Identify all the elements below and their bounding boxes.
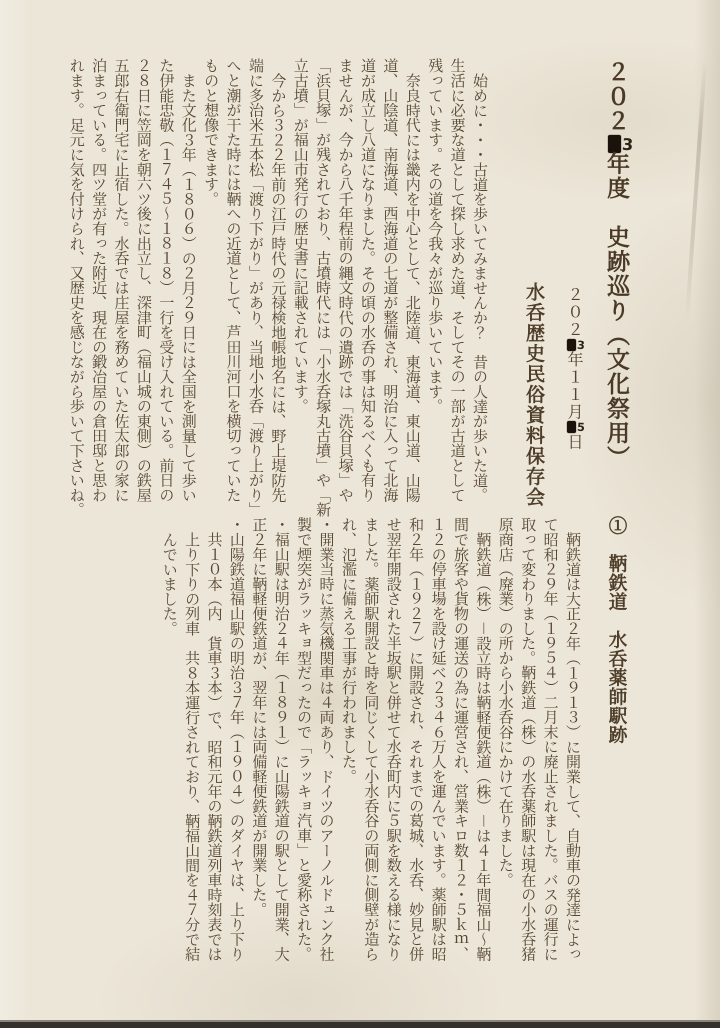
date-day-correction [567,421,587,433]
section1-line: ・福山駅は明治２４年（１８９１）に山陽鉄道の駅として開業、大 [272,517,289,962]
intro-line: 泊まっている。四ツ堂が有った附近、現在の鍛冶屋の倉田邸と思わ [90,58,107,503]
intro-line: 奈良時代には畿内を中心として、北陸道、東海道、東山道、山陽 [403,73,420,503]
intro-line: 始めに・・・古道を歩いてみませんか？ 昔の人達が歩いた道。 [471,73,487,503]
intro-text-block [60,58,490,516]
section1-line: て昭和２９年（１９５４）二月末に廃止されました。バスの運行に [541,517,558,962]
redaction-mark [608,135,622,152]
section1-heading: ① 鞆鉄道 水呑薬師駅跡 [606,516,626,744]
section1-line: んでいました。 [160,532,177,636]
scanner-edge-shadow [0,1020,720,1028]
date-year-prefix: ２０２ [565,286,582,339]
section1-line: 鞆鉄道は大正２年（１９１３）に開業して、自動車の発達によっ [564,532,580,962]
intro-line: 五郎右衛門宅に止宿した。水呑では庄屋を務めていた佐太郎の家に [112,58,129,503]
handwritten-year-digit: 3 [621,134,636,154]
handwritten-day-digit: 5 [576,420,587,435]
document-title [600,60,635,470]
title-text: 年度 史跡巡り（文化祭用） [604,151,629,470]
paper-crease [685,60,707,320]
section1-line: れ、氾濫に備える工事が行われました。 [339,517,356,784]
intro-line: 道、山陰道、南海道、西海道の七道が整備され、明治に入って北海 [381,58,398,503]
date-month: 年１１月 [565,350,582,421]
intro-line: 生活に必要な道として探し求めた道、そしてその一部が古道として [448,58,465,503]
section1-line: 取って変わりました。鞆鉄道（株）の水呑薬師駅は現在の小水呑猪 [519,517,536,962]
section1-line: ・開業当時に蒸気機関車は４両あり、ドイツのアーノルドュンク社 [317,517,334,962]
document-date [562,286,587,451]
date-year-correction [567,339,587,351]
section1-line: １２の停車場を設け延べ２３４６万人を運んでいます。薬師駅は昭 [429,517,446,962]
section1-line: 共１０本（内 貨車３本）で、昭和元年の鞆鉄道列車時刻表では [205,532,222,962]
intro-line: ２８日に笠岡を朝六ツ後に出立し、深津町（福山城の東側）の鉄屋 [134,58,151,503]
handwritten-year-digit: 3 [576,338,587,352]
section1-line: 原商店（廃業）の所から小水呑谷にかけて在りました。 [496,517,513,888]
intro-line: 残っています。その道を今我々が巡り歩いています。 [426,58,443,414]
intro-line: 立古墳」が福山市発行の歴史書に記載されています。 [291,58,308,414]
intro-line: ませんが、今から八千年程前の縄文時代の遺跡では「洗谷貝塚」や [336,58,353,503]
intro-line: 道が成立し八道になりました。その頃の水呑の事は知るべくも有り [358,58,375,502]
section1-line: 正２年に鞆軽便鉄道が、翌年には両備軽便鉄道が開業した。 [250,517,267,917]
intro-line: へと潮が干た時には鞆への近道として、芦田川河口を横切っていた [224,58,241,503]
intro-line: ものと想像できます。 [202,58,219,207]
date-day-suffix: 日 [565,433,582,451]
section1-line: 和２年（１９２７）に開設され、それまでの葛城、水呑、妙見と併 [407,517,424,962]
redaction-mark [567,421,577,433]
intro-line: た伊能忠敬（１７４５〜１８１８）一行を受け入れている。前日の [157,58,174,503]
redaction-mark [567,339,577,351]
section1-line: 上り下りの列車 共８本運行されており、鞆福山間を４７分で結 [183,532,200,962]
title-year-correction [608,134,636,152]
organization-name: 水呑歴史民俗資料保存会 [523,282,544,508]
section1-line: せ翌年開設された半坂駅と併せて水呑町内に５駅を数える様になり [384,517,401,962]
title-year-prefix: ２０２ [604,60,629,134]
section1-text-block [151,517,583,985]
intro-line: 「浜貝塚」が残されており、古墳時代には「小水呑塚丸古墳」や「新 [314,58,331,517]
intro-line: 端に多治米五本松「渡り下がり」があり、当地小水呑「渡り上がり」 [246,58,263,517]
section1-line: 鞆鉄道（株）－設立時は鞆軽便鉄道（株）－は４１年間福山〜鞆 [474,532,491,962]
section1-line: ました。薬師駅開設と時を同じくして小水呑谷の両側に側壁が造ら [362,517,379,962]
section1-line: 間で旅客や貨物の運送の為に運営され、営業キロ数１２・５ｋｍ、 [451,517,468,962]
intro-line: れます。足元に気を付けられ、又歴史を感じながら歩いて下さいね。 [67,58,84,517]
section1-line: 製で煙突がラッキョ型だったので「ラッキョ汽車」と愛称された。 [295,517,312,962]
intro-line: 今から３２２年前の江戸時代の元禄検地帳地名には、野上堤防先 [269,73,286,503]
section1-line: ・山陽鉄道福山駅の明治３７年（１９０４）のダイヤは、上り下り [227,517,244,962]
intro-line: また文化３年（１８０６）の２月２９日には全国を測量して歩い [179,73,196,503]
